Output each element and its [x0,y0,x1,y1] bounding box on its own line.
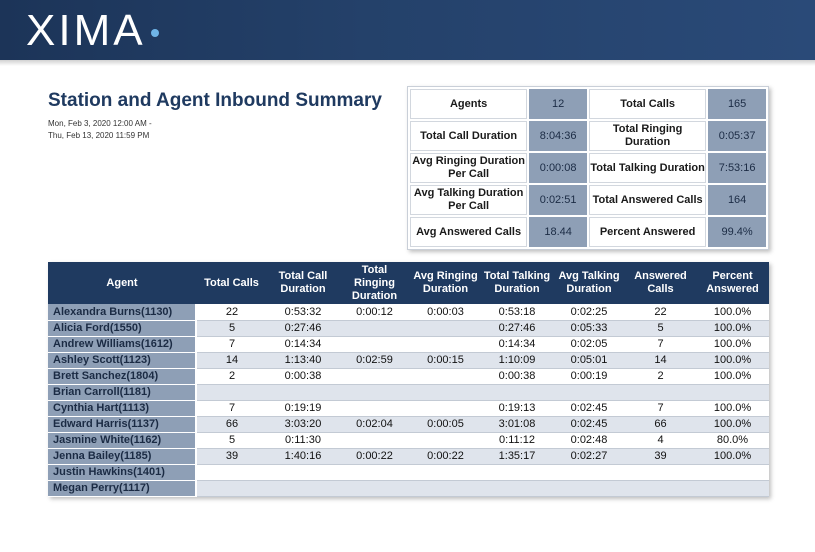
cell-percent-answered: 100.0% [696,368,769,384]
table-row [48,352,769,368]
summary-label: Total Call Duration [410,121,527,151]
cell-total-calls: 2 [196,368,267,384]
cell-total-call-duration: 0:11:30 [267,432,339,448]
cell-avg-ringing-duration [410,368,481,384]
cell-total-talking-duration: 0:19:13 [481,400,553,416]
cell-total-call-duration: 3:03:20 [267,416,339,432]
summary-value: 164 [708,185,766,215]
cell-avg-talking-duration: 0:05:01 [553,352,625,368]
cell-avg-ringing-duration [410,384,481,400]
table-row [48,384,769,400]
cell-avg-ringing-duration: 0:00:05 [410,416,481,432]
column-header-total-call-duration: Total Call Duration [267,262,339,304]
cell-total-talking-duration: 0:11:12 [481,432,553,448]
cell-percent-answered: 100.0% [696,320,769,336]
column-header-percent-answered: Percent Answered [696,262,769,304]
summary-label: Avg Talking Duration Per Call [410,185,527,215]
summary-row [410,185,766,215]
cell-avg-talking-duration: 0:05:33 [553,320,625,336]
cell-agent-name: Alexandra Burns(1130) [48,304,196,320]
cell-total-talking-duration: 0:00:38 [481,368,553,384]
summary-value: 18.44 [529,217,587,247]
cell-percent-answered: 100.0% [696,352,769,368]
summary-value: 7:53:16 [708,153,766,183]
cell-percent-answered: 100.0% [696,416,769,432]
cell-avg-ringing-duration [410,320,481,336]
cell-answered-calls: 7 [625,336,696,352]
summary-label: Total Ringing Duration [589,121,706,151]
cell-avg-talking-duration [553,384,625,400]
summary-row [410,89,766,119]
summary-value: 99.4% [708,217,766,247]
summary-value: 8:04:36 [529,121,587,151]
cell-avg-talking-duration: 0:02:05 [553,336,625,352]
summary-label: Percent Answered [589,217,706,247]
column-header-agent: Agent [48,262,196,304]
cell-answered-calls: 14 [625,352,696,368]
summary-row [410,153,766,183]
cell-total-ringing-duration: 0:02:04 [339,416,410,432]
cell-total-calls: 66 [196,416,267,432]
summary-row [410,217,766,247]
cell-agent-name: Cynthia Hart(1113) [48,400,196,416]
cell-agent-name: Edward Harris(1137) [48,416,196,432]
cell-answered-calls: 66 [625,416,696,432]
summary-label: Total Answered Calls [589,185,706,215]
cell-answered-calls: 39 [625,448,696,464]
cell-answered-calls [625,480,696,496]
cell-avg-ringing-duration [410,400,481,416]
cell-total-calls: 5 [196,320,267,336]
cell-total-call-duration: 1:40:16 [267,448,339,464]
cell-total-talking-duration [481,464,553,480]
cell-total-call-duration [267,384,339,400]
table-row [48,448,769,464]
cell-answered-calls: 7 [625,400,696,416]
table-row [48,336,769,352]
agent-table-header-row [48,262,769,304]
cell-avg-ringing-duration [410,464,481,480]
cell-total-calls: 14 [196,352,267,368]
summary-table [407,86,769,250]
cell-total-talking-duration: 3:01:08 [481,416,553,432]
cell-total-calls: 7 [196,336,267,352]
date-range-start: Mon, Feb 3, 2020 12:00 AM - [48,119,152,128]
table-row [48,432,769,448]
cell-percent-answered: 100.0% [696,448,769,464]
cell-total-ringing-duration: 0:00:22 [339,448,410,464]
cell-agent-name: Alicia Ford(1550) [48,320,196,336]
cell-avg-talking-duration: 0:02:27 [553,448,625,464]
cell-total-talking-duration: 1:10:09 [481,352,553,368]
cell-total-talking-duration: 0:14:34 [481,336,553,352]
logo-dot-icon [151,29,159,37]
cell-percent-answered [696,464,769,480]
cell-percent-answered [696,480,769,496]
cell-avg-talking-duration: 0:02:25 [553,304,625,320]
summary-label: Total Calls [589,89,706,119]
cell-total-ringing-duration [339,400,410,416]
cell-agent-name: Brett Sanchez(1804) [48,368,196,384]
cell-answered-calls: 22 [625,304,696,320]
cell-avg-talking-duration: 0:02:45 [553,416,625,432]
cell-total-call-duration: 0:14:34 [267,336,339,352]
column-header-avg-talking-duration: Avg Talking Duration [553,262,625,304]
summary-value: 0:00:08 [529,153,587,183]
cell-total-calls [196,464,267,480]
cell-answered-calls: 4 [625,432,696,448]
cell-total-call-duration [267,480,339,496]
summary-label: Agents [410,89,527,119]
header-shadow [0,60,815,66]
cell-agent-name: Justin Hawkins(1401) [48,464,196,480]
summary-value: 0:05:37 [708,121,766,151]
summary-value: 165 [708,89,766,119]
cell-avg-ringing-duration: 0:00:22 [410,448,481,464]
cell-agent-name: Jenna Bailey(1185) [48,448,196,464]
cell-percent-answered [696,384,769,400]
cell-total-ringing-duration: 0:00:12 [339,304,410,320]
cell-avg-ringing-duration: 0:00:03 [410,304,481,320]
cell-avg-talking-duration: 0:02:48 [553,432,625,448]
cell-total-call-duration [267,464,339,480]
cell-answered-calls [625,384,696,400]
cell-answered-calls [625,464,696,480]
cell-total-ringing-duration [339,336,410,352]
cell-total-talking-duration [481,480,553,496]
cell-avg-ringing-duration [410,336,481,352]
cell-total-calls [196,384,267,400]
table-row [48,320,769,336]
summary-label: Total Talking Duration [589,153,706,183]
cell-total-call-duration: 0:00:38 [267,368,339,384]
cell-agent-name: Brian Carroll(1181) [48,384,196,400]
table-row [48,304,769,320]
column-header-answered-calls: Answered Calls [625,262,696,304]
summary-value: 0:02:51 [529,185,587,215]
cell-total-ringing-duration [339,480,410,496]
cell-total-call-duration: 0:19:19 [267,400,339,416]
table-row [48,480,769,496]
cell-avg-talking-duration [553,464,625,480]
report-title: Station and Agent Inbound Summary [48,90,382,111]
cell-total-talking-duration: 1:35:17 [481,448,553,464]
cell-answered-calls: 5 [625,320,696,336]
column-header-avg-ringing-duration: Avg Ringing Duration [410,262,481,304]
cell-avg-ringing-duration: 0:00:15 [410,352,481,368]
summary-row [410,121,766,151]
cell-total-ringing-duration: 0:02:59 [339,352,410,368]
cell-total-call-duration: 0:53:32 [267,304,339,320]
cell-avg-ringing-duration [410,480,481,496]
cell-total-calls [196,480,267,496]
cell-answered-calls: 2 [625,368,696,384]
summary-label: Avg Ringing Duration Per Call [410,153,527,183]
date-range-end: Thu, Feb 13, 2020 11:59 PM [48,131,150,140]
cell-total-call-duration: 0:27:46 [267,320,339,336]
cell-total-talking-duration [481,384,553,400]
cell-percent-answered: 100.0% [696,400,769,416]
cell-avg-ringing-duration [410,432,481,448]
cell-percent-answered: 100.0% [696,304,769,320]
cell-total-calls: 5 [196,432,267,448]
cell-avg-talking-duration: 0:00:19 [553,368,625,384]
cell-agent-name: Jasmine White(1162) [48,432,196,448]
cell-avg-talking-duration: 0:02:45 [553,400,625,416]
cell-total-calls: 7 [196,400,267,416]
cell-total-calls: 22 [196,304,267,320]
cell-percent-answered: 80.0% [696,432,769,448]
cell-percent-answered: 100.0% [696,336,769,352]
cell-total-ringing-duration [339,432,410,448]
cell-total-talking-duration: 0:53:18 [481,304,553,320]
summary-value: 12 [529,89,587,119]
cell-total-ringing-duration [339,320,410,336]
summary-label: Avg Answered Calls [410,217,527,247]
column-header-total-calls: Total Calls [196,262,267,304]
cell-total-talking-duration: 0:27:46 [481,320,553,336]
column-header-total-ringing-duration: Total Ringing Duration [339,262,410,304]
table-row [48,464,769,480]
cell-total-call-duration: 1:13:40 [267,352,339,368]
column-header-total-talking-duration: Total Talking Duration [481,262,553,304]
cell-total-ringing-duration [339,464,410,480]
cell-agent-name: Andrew Williams(1612) [48,336,196,352]
cell-avg-talking-duration [553,480,625,496]
cell-total-ringing-duration [339,384,410,400]
xima-logo: XIMA [26,6,146,55]
table-row [48,400,769,416]
table-row [48,416,769,432]
agent-table [48,262,769,497]
cell-total-calls: 39 [196,448,267,464]
report-date-range [48,118,208,142]
table-row [48,368,769,384]
cell-total-ringing-duration [339,368,410,384]
cell-agent-name: Megan Perry(1117) [48,480,196,496]
cell-agent-name: Ashley Scott(1123) [48,352,196,368]
